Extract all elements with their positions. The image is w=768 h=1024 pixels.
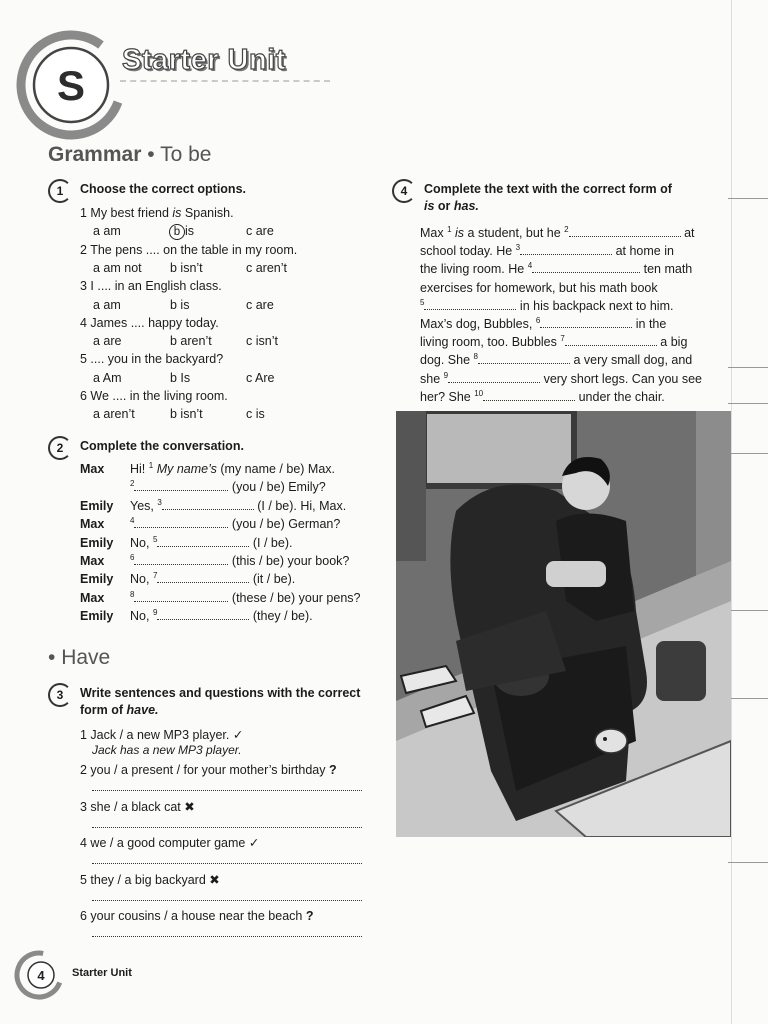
edge-mark: [728, 367, 768, 368]
edge-mark: [728, 403, 768, 404]
option-b-text: is: [185, 224, 195, 239]
option-c: c are: [246, 297, 274, 312]
conversation-line: [130, 589, 360, 608]
answer-blank[interactable]: [157, 608, 249, 620]
blank-number: 8: [130, 589, 135, 599]
answer-line[interactable]: [92, 935, 362, 937]
prompt-text: 6 your cousins / a house near the beach: [80, 909, 303, 923]
answer-blank[interactable]: [569, 225, 681, 237]
option-b: b Is: [170, 370, 191, 385]
question-text: [80, 242, 297, 259]
question-text: [80, 388, 228, 405]
answer-blank[interactable]: [134, 590, 228, 602]
page-edge-rule: [731, 0, 732, 1024]
conversation-line: [130, 460, 335, 479]
page-title: Starter Unit: [122, 44, 286, 76]
answer-line[interactable]: [92, 899, 362, 901]
line-suffix: (my name / be) Max.: [216, 462, 335, 476]
cross-icon: ✖: [209, 873, 220, 887]
blank-number: 3: [157, 497, 162, 507]
exercise-3-instruction-verb: have.: [126, 703, 159, 717]
line-suffix: (it / be).: [249, 572, 296, 587]
line-suffix: (I / be). Hi, Max.: [253, 498, 347, 513]
exercise-4-or: or: [434, 199, 454, 213]
answer-blank[interactable]: [162, 498, 254, 510]
option-c: c Are: [246, 370, 275, 385]
page-number: 4: [37, 968, 45, 983]
exercise-4-text: Max $^1$ is a student, but he $^2$ at school today. He $^3$ at home in the living room. He $^4$ ten math exercises for homework, but his math book $^5$ in his backpack next to him. Max’s dog, Bubbles, $^6$ in the living room, too. Bubbles $^7$ a big dog. She $^8$ a very small dog, and she $^9$ very short legs. Can you see her? She $^{10}$ under the chair.: [420, 224, 702, 404]
exercise-2-header: [48, 438, 244, 460]
line-prefix: No,: [130, 572, 153, 587]
blank-number: 7: [152, 571, 158, 581]
option-c: c is: [246, 407, 265, 422]
example-answer: is: [172, 206, 182, 220]
option-c: c isn’t: [246, 334, 278, 349]
answer-blank[interactable]: [565, 334, 657, 346]
exercise-3-header: [48, 685, 360, 719]
speaker-name: Max: [80, 590, 105, 605]
speaker-name: Emily: [80, 609, 114, 624]
line-suffix: (you / be) Emily?: [228, 480, 326, 495]
line-prefix: No,: [130, 609, 153, 624]
speaker-name: Max: [80, 517, 105, 532]
edge-mark: [728, 453, 768, 454]
exercise-3-instruction: Write sentences and questions with the correct: [80, 686, 361, 700]
blank-number: 9: [152, 608, 158, 618]
grammar-heading: [48, 143, 211, 167]
line-suffix: (this / be) your book?: [228, 554, 350, 568]
answer-blank[interactable]: [483, 389, 575, 401]
line-prefix: Yes,: [130, 498, 158, 513]
blank-number: 1: [148, 460, 154, 470]
exercise-4-header: [392, 181, 672, 215]
answer-line[interactable]: [92, 826, 362, 828]
blank-number: 6: [130, 552, 135, 562]
prompt-line: [80, 762, 337, 779]
prompt-text: 4 we / a good computer game: [80, 836, 246, 850]
prompt-text: 2 you / a present / for your mother’s birthday: [80, 763, 326, 777]
footer-unit-label: Starter Unit: [72, 967, 132, 979]
question-text: [80, 351, 223, 368]
blank-number: 4: [130, 516, 135, 526]
exercise-1-instruction: Choose the correct options.: [80, 182, 246, 196]
prompt-text: 5 they / a big backyard: [80, 873, 206, 887]
question-text-part: 4 James .... happy today.: [80, 315, 219, 330]
cross-icon: ✖: [184, 800, 195, 814]
exercise-4-verb-has: has.: [453, 199, 479, 213]
edge-mark: [728, 198, 768, 199]
question-text-part: 2 The pens .... on the table in my room.: [80, 242, 298, 257]
option-c: c aren’t: [246, 260, 287, 275]
conversation-line: [130, 497, 346, 516]
answer-blank[interactable]: [532, 261, 640, 273]
option-a: a am: [93, 297, 121, 312]
answer-blank[interactable]: [478, 352, 570, 364]
question-mark-icon: ?: [328, 763, 337, 777]
prompt-line: [80, 835, 259, 852]
conversation-line: [130, 515, 340, 534]
answer-blank[interactable]: [134, 479, 228, 491]
question-text-part: 5 .... you in the backyard?: [80, 352, 224, 367]
question-text: [80, 205, 234, 222]
speaker-name: Emily: [80, 535, 114, 550]
prompt-text: 1 Jack / a new MP3 player.: [80, 728, 230, 742]
answer-blank[interactable]: [448, 371, 540, 383]
exercise-number-badge: 1: [48, 179, 72, 203]
line-suffix: (these / be) your pens?: [228, 590, 361, 605]
line-suffix: (I / be).: [249, 535, 293, 550]
exercise-4-instruction: Complete the text with the correct form of: [424, 182, 672, 196]
check-icon: ✓: [248, 836, 260, 850]
speaker-name: Max: [80, 554, 105, 568]
conversation-line: [130, 534, 292, 553]
exercise-4-verb-is: is: [424, 199, 435, 213]
answer-blank[interactable]: [540, 316, 632, 328]
exercise-number-badge: 2: [48, 436, 72, 460]
option-b: b aren’t: [170, 334, 212, 349]
answer-blank[interactable]: [520, 243, 612, 255]
option-a: a am not: [93, 260, 142, 275]
option-a: a are: [93, 334, 122, 349]
answer-blank[interactable]: [157, 535, 249, 547]
prompt-text: 3 she / a black cat: [80, 800, 181, 814]
exercise-number-badge: 4: [392, 179, 416, 203]
option-a: a Am: [93, 370, 122, 385]
example-answer: My name’s: [156, 462, 217, 476]
line-suffix: (you / be) German?: [228, 517, 341, 532]
question-text-part: Spanish.: [181, 206, 234, 220]
edge-mark: [728, 862, 768, 863]
line-prefix: Hi!: [130, 462, 149, 476]
have-label: Have: [61, 646, 111, 669]
answer-blank[interactable]: [424, 298, 516, 310]
answer-blank[interactable]: [134, 516, 228, 528]
answer-line[interactable]: [92, 789, 362, 791]
question-text-part: 6 We .... in the living room.: [80, 389, 228, 403]
question-mark-icon: ?: [305, 909, 314, 923]
conversation-line: [130, 552, 349, 571]
check-icon: ✓: [232, 728, 244, 742]
option-a: a am: [93, 224, 121, 239]
title-underline: [120, 80, 330, 87]
prompt-line: [80, 799, 195, 816]
grammar-topic: To be: [160, 143, 212, 166]
line-suffix: (they / be).: [249, 609, 313, 624]
prompt-line: [80, 908, 314, 925]
answer-line[interactable]: [92, 862, 362, 864]
conversation-line: [130, 570, 295, 589]
blank-number: 2: [130, 479, 135, 489]
page-number-badge-icon: [14, 950, 64, 1000]
grammar-label: Grammar: [48, 143, 142, 166]
edge-mark: [728, 698, 768, 699]
circled-letter-icon: b: [169, 224, 185, 240]
heading-bullet: •: [147, 143, 155, 166]
option-a: a aren’t: [93, 407, 135, 422]
exercise-number-badge: 3: [48, 683, 72, 707]
unit-badge-letter: S: [56, 62, 86, 109]
unit-badge-icon: [16, 30, 126, 140]
option-b-selected: [169, 223, 194, 240]
option-b: b is: [170, 297, 190, 312]
prompt-line: [80, 872, 220, 889]
question-text: [80, 315, 219, 332]
boy-in-armchair-illustration: [396, 411, 731, 837]
question-text-part: 1 My best friend: [80, 206, 173, 220]
exercise-1-header: [48, 181, 246, 203]
line-prefix: No,: [130, 535, 153, 550]
option-b: b isn’t: [170, 407, 203, 422]
blank-number: 5: [152, 534, 158, 544]
example-answer: is: [455, 226, 465, 240]
question-text-part: 3 I .... in an English class.: [80, 279, 222, 294]
conversation-line: [130, 607, 313, 626]
answer-blank[interactable]: [134, 553, 228, 565]
speaker-name: Emily: [80, 572, 114, 587]
answer-blank[interactable]: [157, 571, 249, 583]
exercise-2-instruction: Complete the conversation.: [80, 439, 244, 453]
option-c: c are: [246, 224, 274, 239]
conversation-line: [130, 478, 326, 497]
question-text: [80, 278, 222, 295]
option-b: b isn’t: [170, 260, 203, 275]
heading-bullet: •: [48, 646, 56, 669]
edge-mark: [728, 610, 768, 611]
exercise-3-instruction-line2: form of: [80, 703, 127, 717]
speaker-name: Emily: [80, 498, 114, 513]
example-answer: Jack has a new MP3 player.: [92, 743, 242, 757]
have-heading: [48, 646, 110, 670]
speaker-name: Max: [80, 462, 105, 476]
